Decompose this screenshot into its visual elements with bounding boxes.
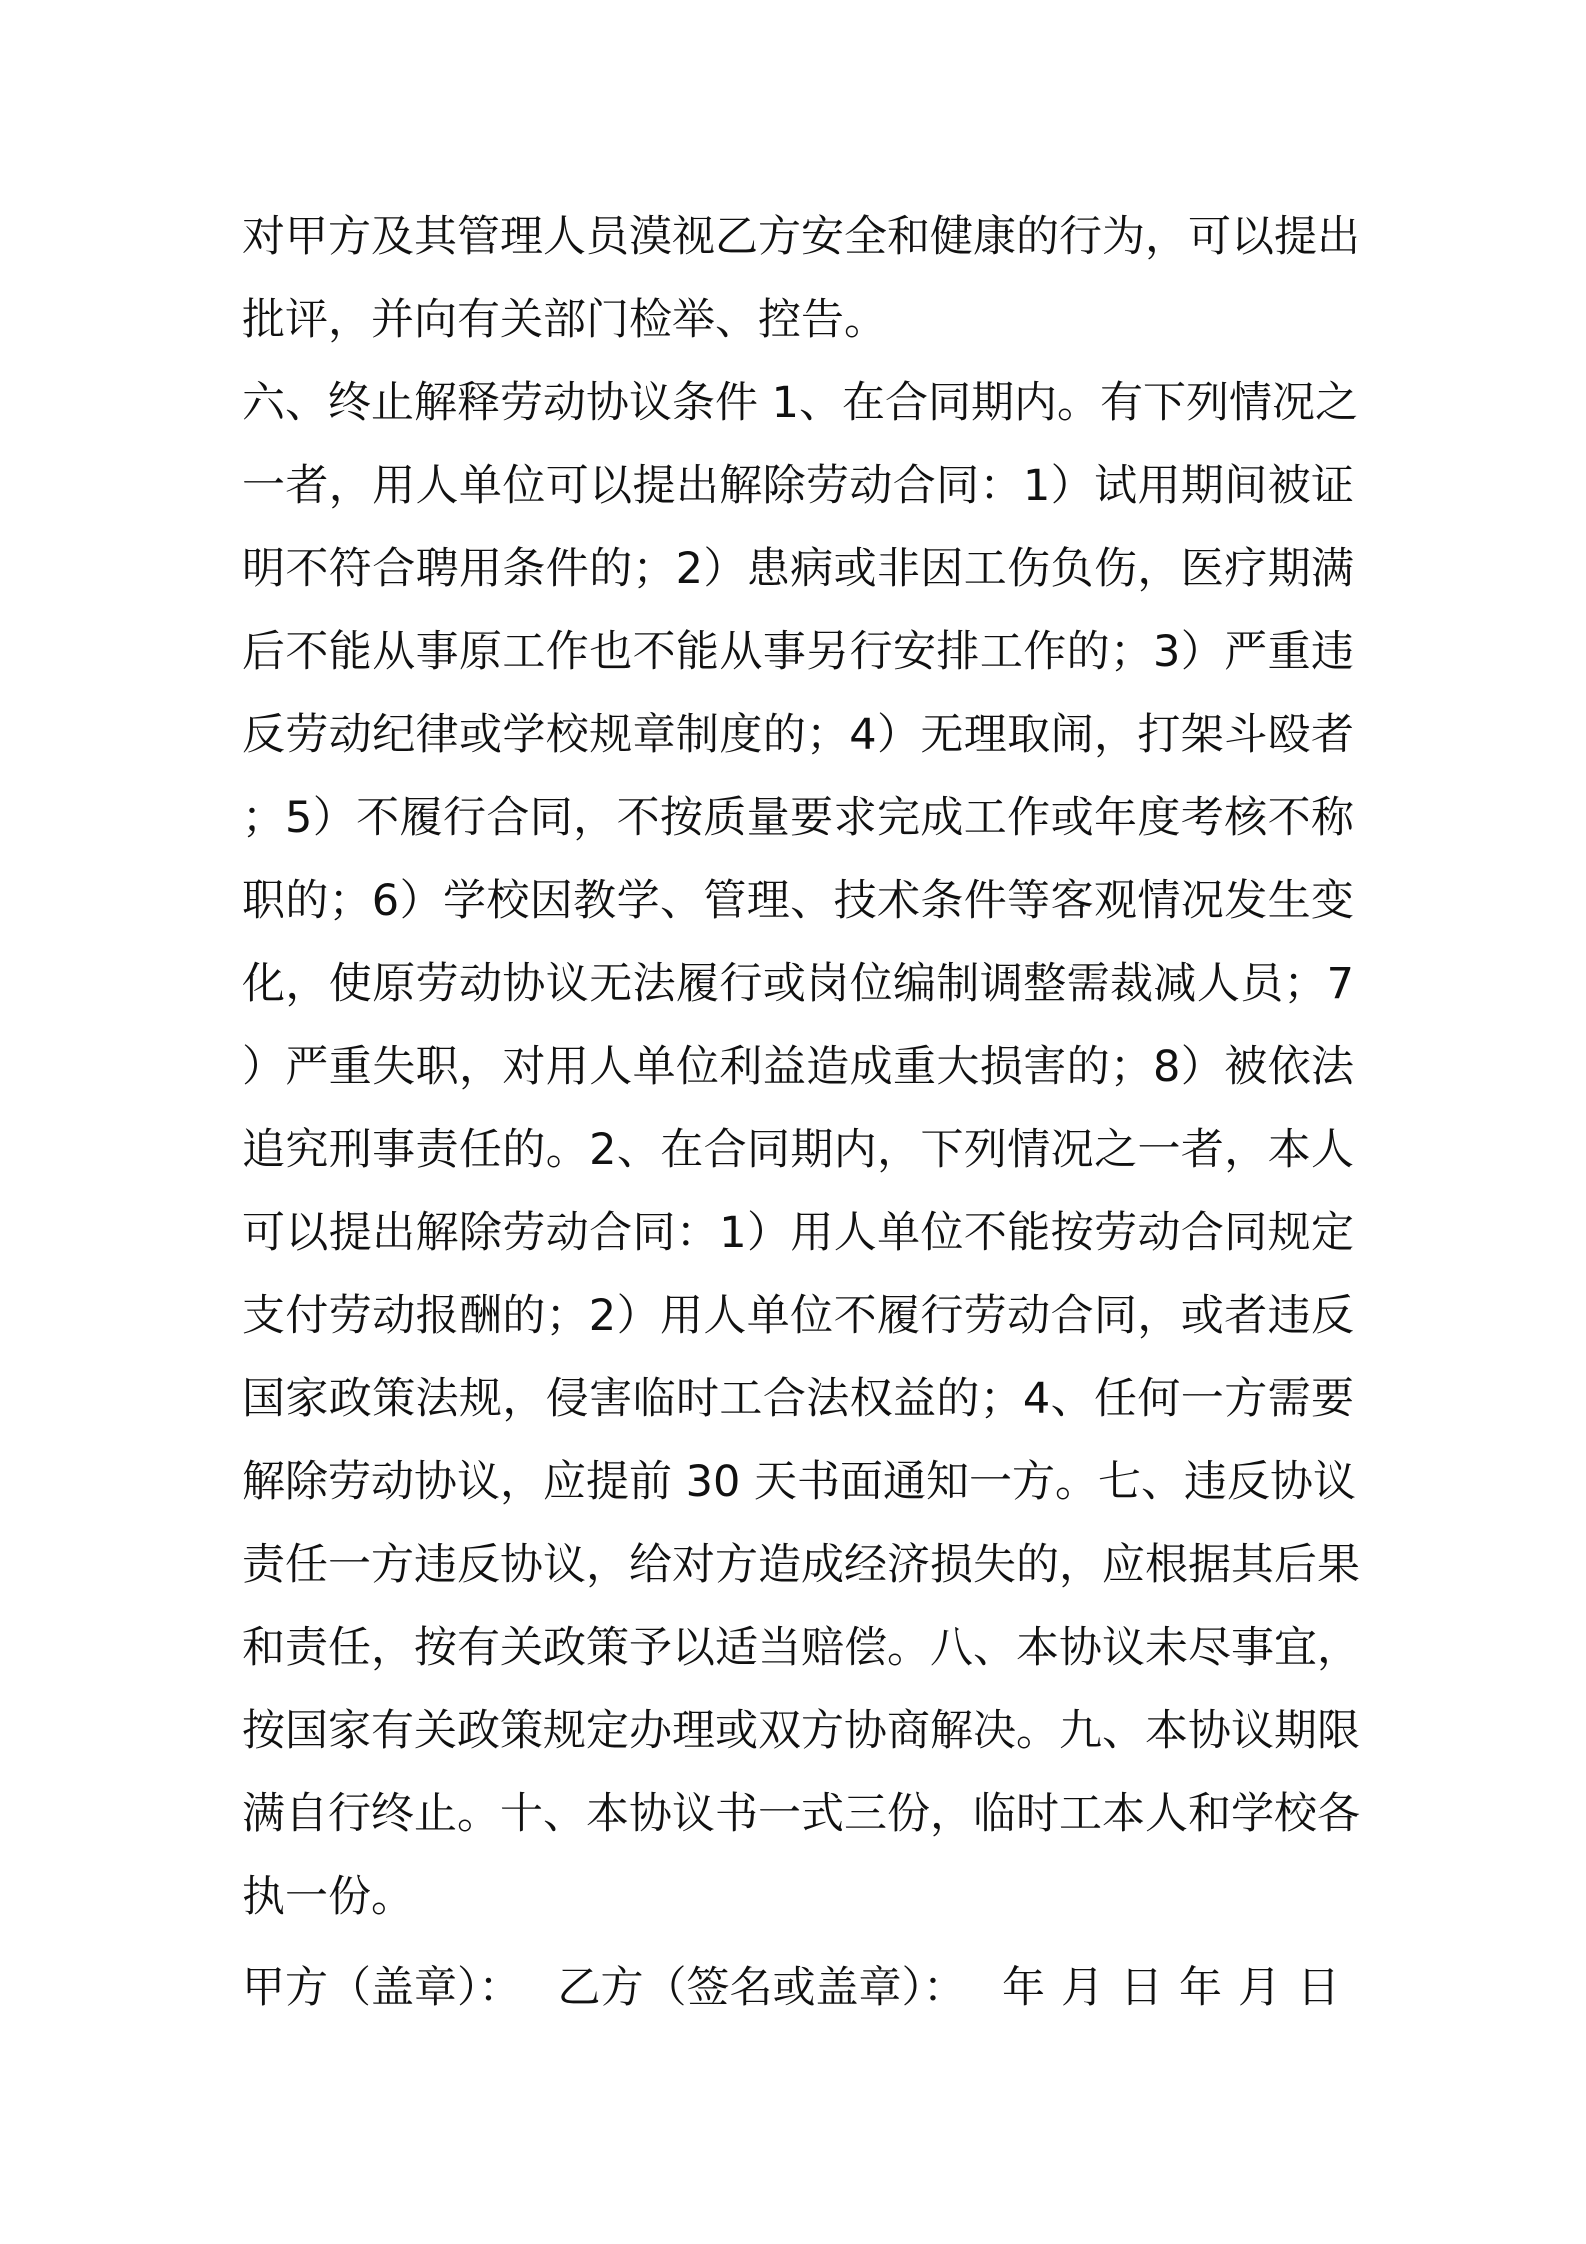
text-line-9: 职的；6）学校因教学、管理、技术条件等客观情况发生变 xyxy=(242,876,1354,926)
text-line-7: 反劳动纪律或学校规章制度的；4）无理取闹，打架斗殴者 xyxy=(242,710,1354,760)
text-line-14: 支付劳动报酬的；2）用人单位不履行劳动合同，或者违反 xyxy=(242,1291,1354,1341)
text-line-8: ；5）不履行合同，不按质量要求完成工作或年度考核不称 xyxy=(242,793,1354,843)
party-b-label: 乙方（签名或盖章）： xyxy=(557,1963,966,2013)
month-label-1: 月 xyxy=(1061,1963,1104,2013)
text-line-15: 国家政策法规，侵害临时工合法权益的；4、任何一方需要 xyxy=(242,1374,1354,1424)
text-line-20: 满自行终止。十、本协议书一式三份，临时工本人和学校各 xyxy=(242,1789,1360,1839)
signature-line xyxy=(242,1947,1354,2030)
text-line-5: 明不符合聘用条件的；2）患病或非因工伤负伤，医疗期满 xyxy=(242,544,1354,594)
text-line-17: 责任一方违反协议，给对方造成经济损失的，应根据其后果 xyxy=(242,1540,1360,1590)
day-label-1: 日 xyxy=(1120,1963,1163,2013)
text-line-16: 解除劳动协议，应提前 30 天书面通知一方。七、违反协议 xyxy=(242,1457,1357,1507)
contract-text xyxy=(242,196,1360,2030)
text-line-4: 一者，用人单位可以提出解除劳动合同：1）试用期间被证 xyxy=(242,461,1354,511)
text-line-19: 按国家有关政策规定办理或双方协商解决。九、本协议期限 xyxy=(242,1706,1360,1756)
text-line-6: 后不能从事原工作也不能从事另行安排工作的；3）严重违 xyxy=(242,627,1354,677)
text-line-10: 化，使原劳动协议无法履行或岗位编制调整需裁减人员；7 xyxy=(242,959,1354,1009)
text-line-18: 和责任，按有关政策予以适当赔偿。八、本协议未尽事宜， xyxy=(242,1623,1360,1673)
text-line-1: 对甲方及其管理人员漠视乙方安全和健康的行为，可以提出 xyxy=(242,212,1360,262)
text-line-12: 追究刑事责任的。2、在合同期内，下列情况之一者，本人 xyxy=(242,1125,1354,1175)
month-label-2: 月 xyxy=(1238,1963,1281,2013)
text-line-13: 可以提出解除劳动合同：1）用人单位不能按劳动合同规定 xyxy=(242,1208,1354,1258)
text-line-21: 执一份。 xyxy=(242,1872,414,1922)
text-line-11: ）严重失职，对用人单位利益造成重大损害的；8）被依法 xyxy=(242,1042,1354,1092)
year-label-2: 年 xyxy=(1179,1963,1222,2013)
party-a-label: 甲方（盖章）： xyxy=(242,1963,522,2013)
text-line-2: 批评，并向有关部门检举、控告。 xyxy=(242,295,887,345)
text-line-3: 六、终止解释劳动协议条件 1、在合同期内。有下列情况之 xyxy=(242,378,1359,428)
year-label-1: 年 xyxy=(1002,1963,1045,2013)
day-label-2: 日 xyxy=(1297,1963,1340,2013)
